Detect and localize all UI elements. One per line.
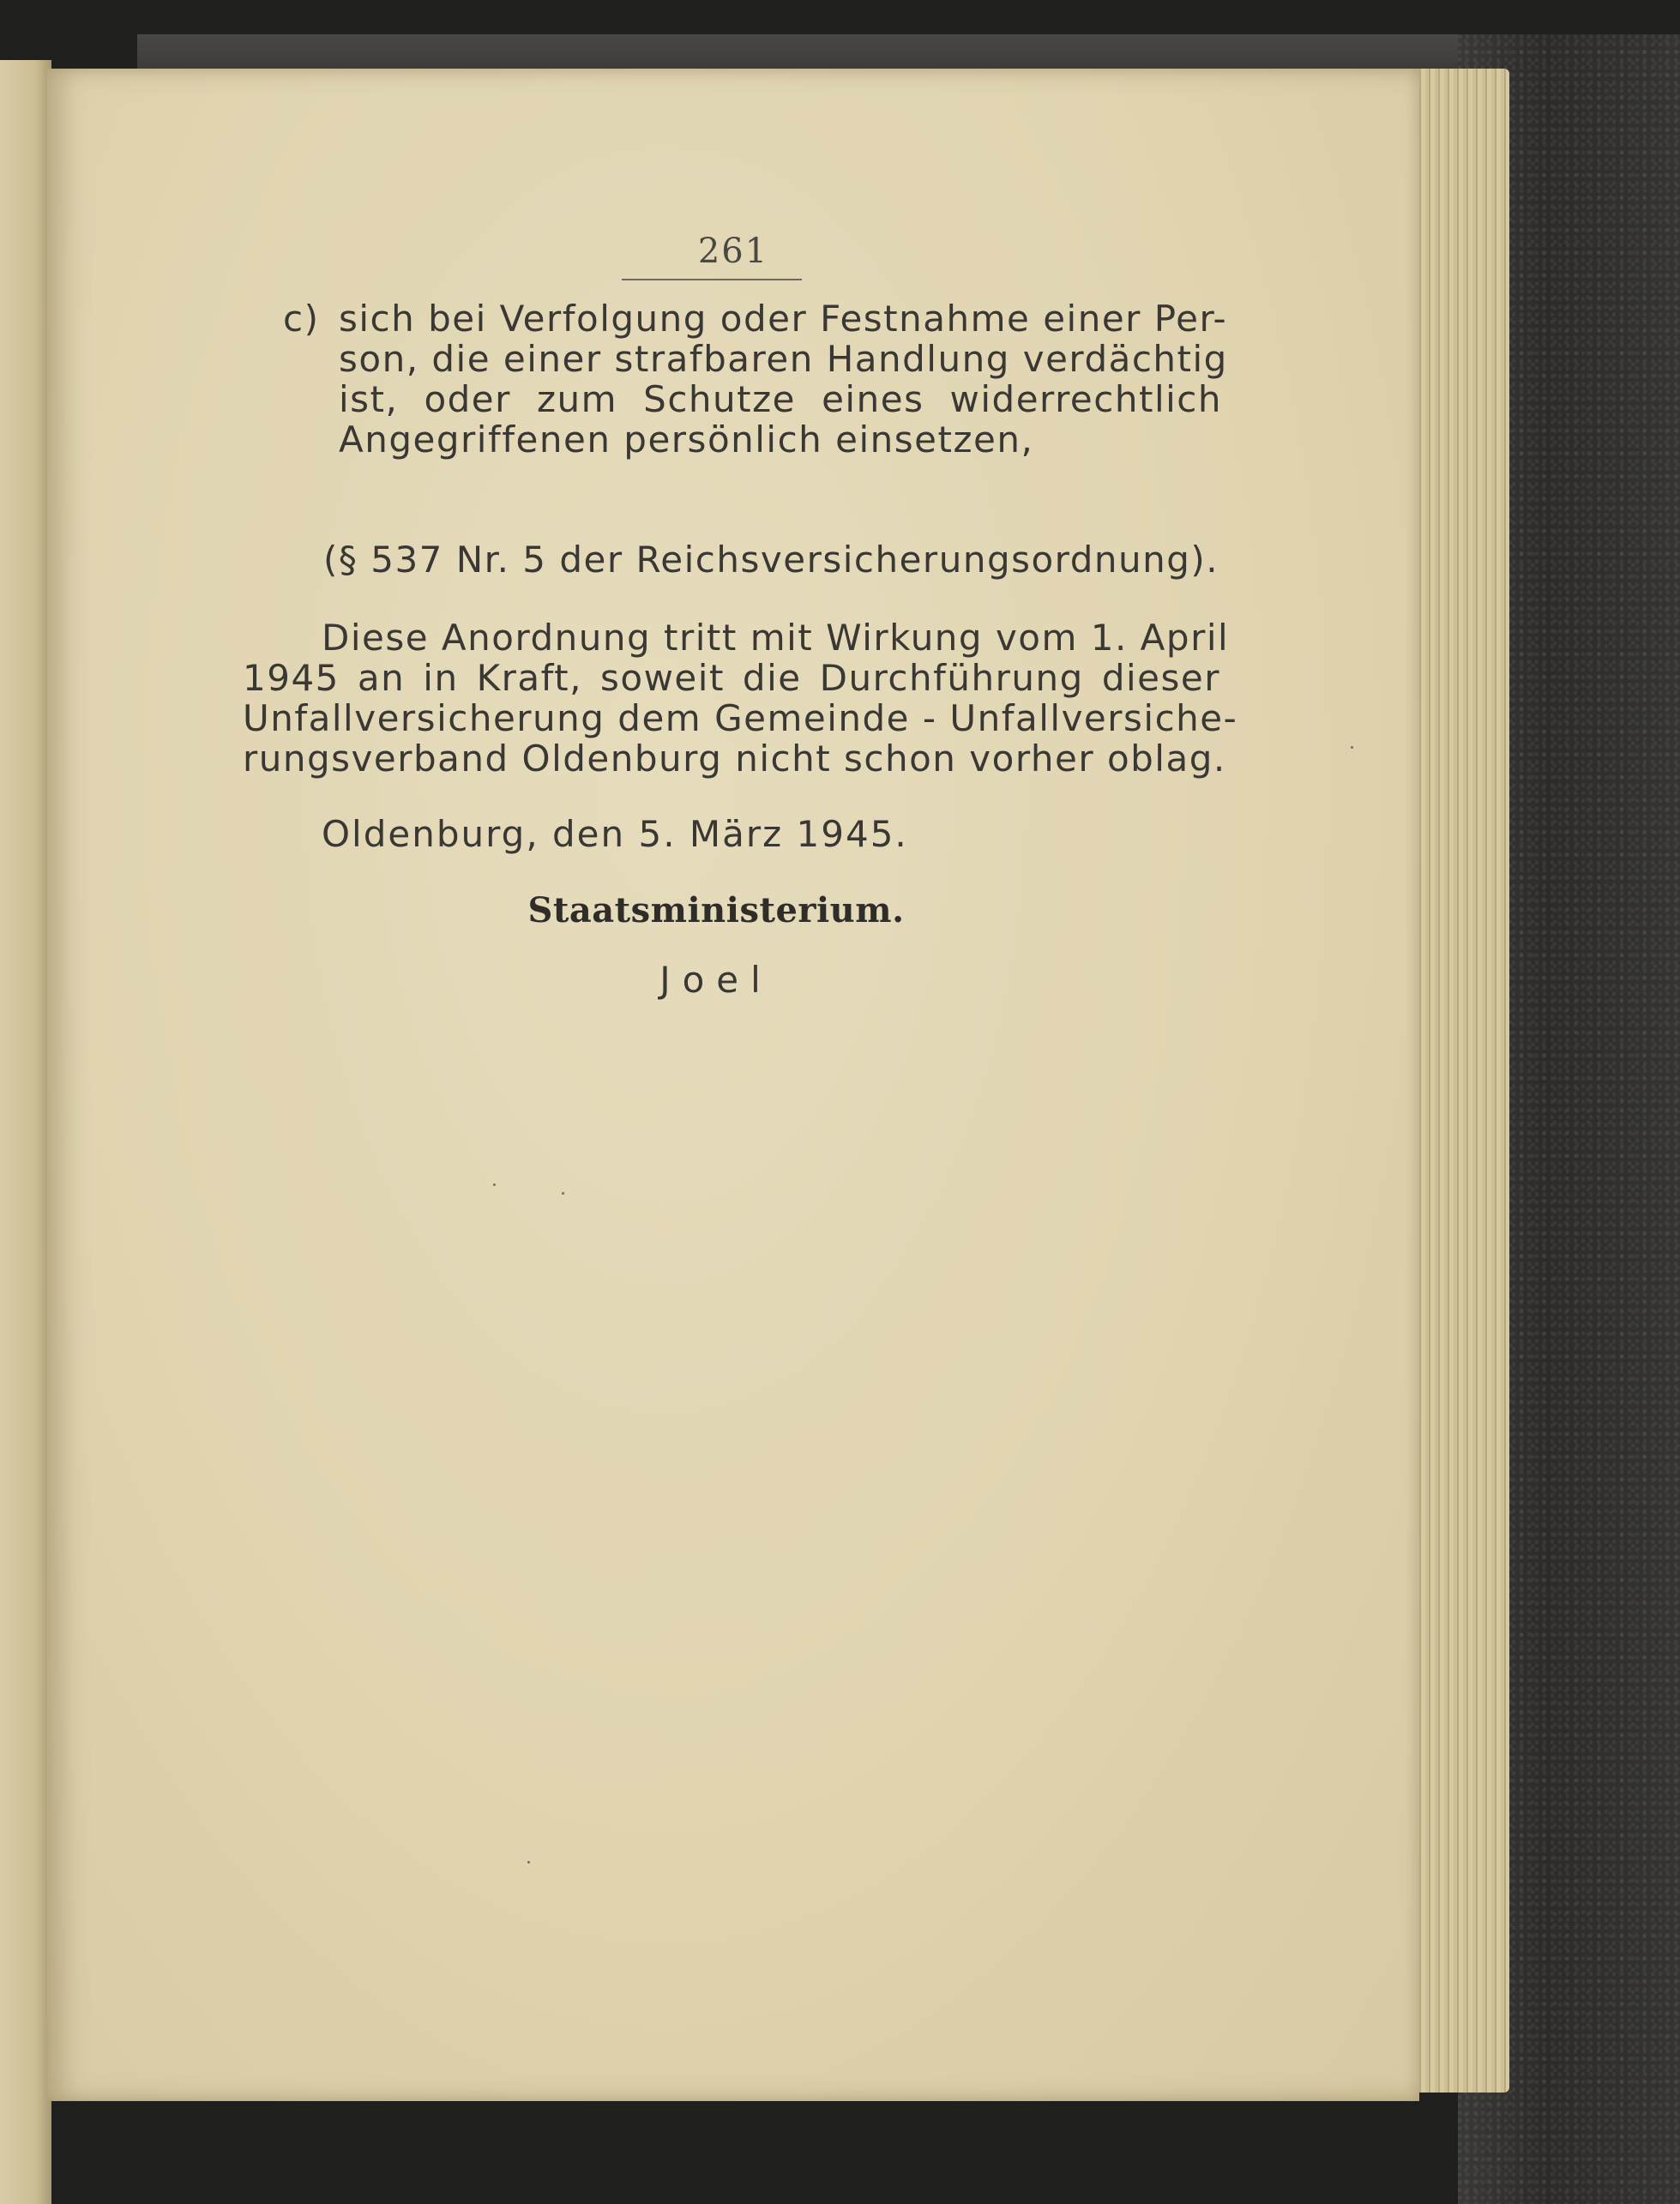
text-line: rungsverband Oldenburg nicht schon vorher oblag. — [243, 738, 1226, 780]
facing-page-edge — [0, 60, 51, 2204]
paper-speck — [527, 1861, 530, 1864]
body-paragraph — [243, 617, 1238, 780]
paper-speck — [1351, 746, 1353, 749]
place-and-date: Oldenburg, den 5. März 1945. — [322, 813, 908, 855]
text-line: son, die einer strafbaren Handlung verdächtig — [339, 338, 1228, 380]
issuing-authority: Staatsministerium. — [527, 890, 905, 930]
text-line: 1945 an in Kraft, soweit die Durchführung dieser — [243, 657, 1220, 699]
legal-citation: (§ 537 Nr. 5 der Reichsversicherungsordnung). — [323, 539, 1219, 581]
list-item-marker: c) — [283, 298, 320, 340]
text-line: Diese Anordnung tritt mit Wirkung vom 1. April — [322, 617, 1230, 659]
list-item-text — [339, 298, 1228, 461]
text-line: sich bei Verfolgung oder Festnahme einer Per- — [339, 298, 1228, 340]
page-edges-stack — [1406, 69, 1509, 2093]
document-page — [47, 69, 1419, 2101]
signatory-name: Joel — [659, 959, 773, 1001]
text-line: ist, oder zum Schutze eines widerrechtlich — [339, 378, 1222, 420]
paper-speck — [493, 1183, 496, 1186]
page-number: 261 — [697, 232, 769, 271]
paper-speck — [562, 1192, 564, 1195]
page-number-rule — [622, 279, 802, 280]
text-line: Unfallversicherung dem Gemeinde - Unfallversiche- — [243, 697, 1238, 739]
page-content — [47, 69, 1419, 2101]
text-line: Angegriffenen persönlich einsetzen, — [339, 419, 1034, 461]
